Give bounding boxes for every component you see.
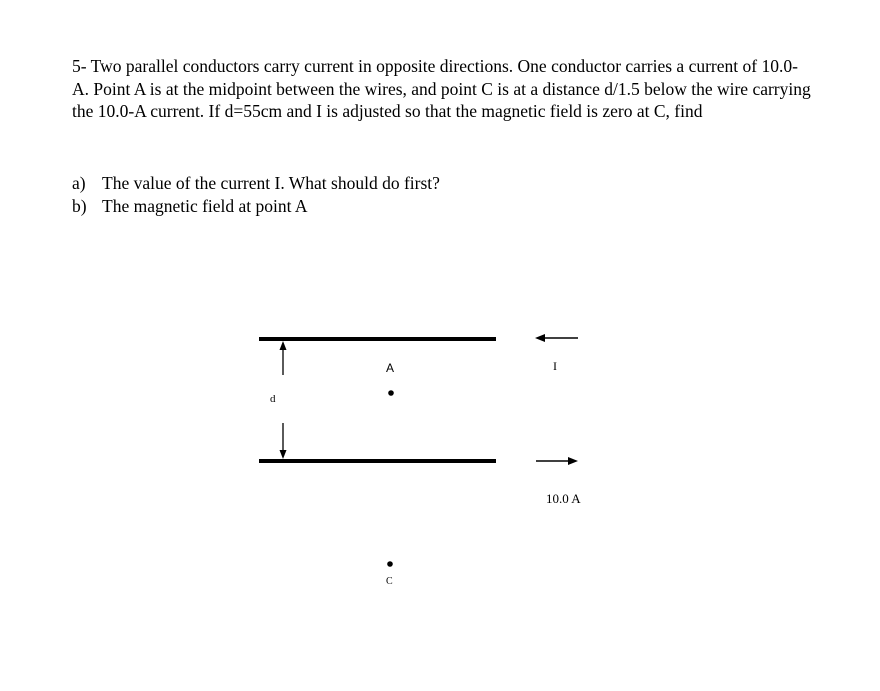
distance-label: d — [270, 393, 276, 405]
current-left-arrow-icon — [535, 334, 578, 342]
part-a-label: a) — [72, 173, 86, 193]
part-b-label: b) — [72, 196, 87, 216]
problem-number: 5- — [72, 56, 87, 76]
point-c-dot — [387, 561, 393, 567]
part-a-text: The value of the current I. What should do first? — [102, 173, 440, 193]
bottom-current-label: 10.0 A — [546, 491, 581, 506]
point-a-dot — [388, 390, 394, 396]
distance-arrow-up-icon — [280, 341, 287, 375]
current-right-arrow-icon — [536, 457, 578, 465]
point-a-label: A — [386, 361, 395, 375]
distance-arrow-down-icon — [280, 423, 287, 459]
problem-text: Two parallel conductors carry current in opposite directions. One conductor carries a current of 10.0-A. Point A is at the midpoint between the wires, and point C is at a distance d/1.5 below the wire carrying the 10.0-A current. If d=55cm and I is adjusted so that the magnetic field is zero at C, find — [72, 56, 811, 121]
point-c-label: C — [386, 576, 393, 587]
top-current-label: I — [553, 359, 557, 373]
part-b-text: The magnetic field at point A — [102, 196, 308, 216]
